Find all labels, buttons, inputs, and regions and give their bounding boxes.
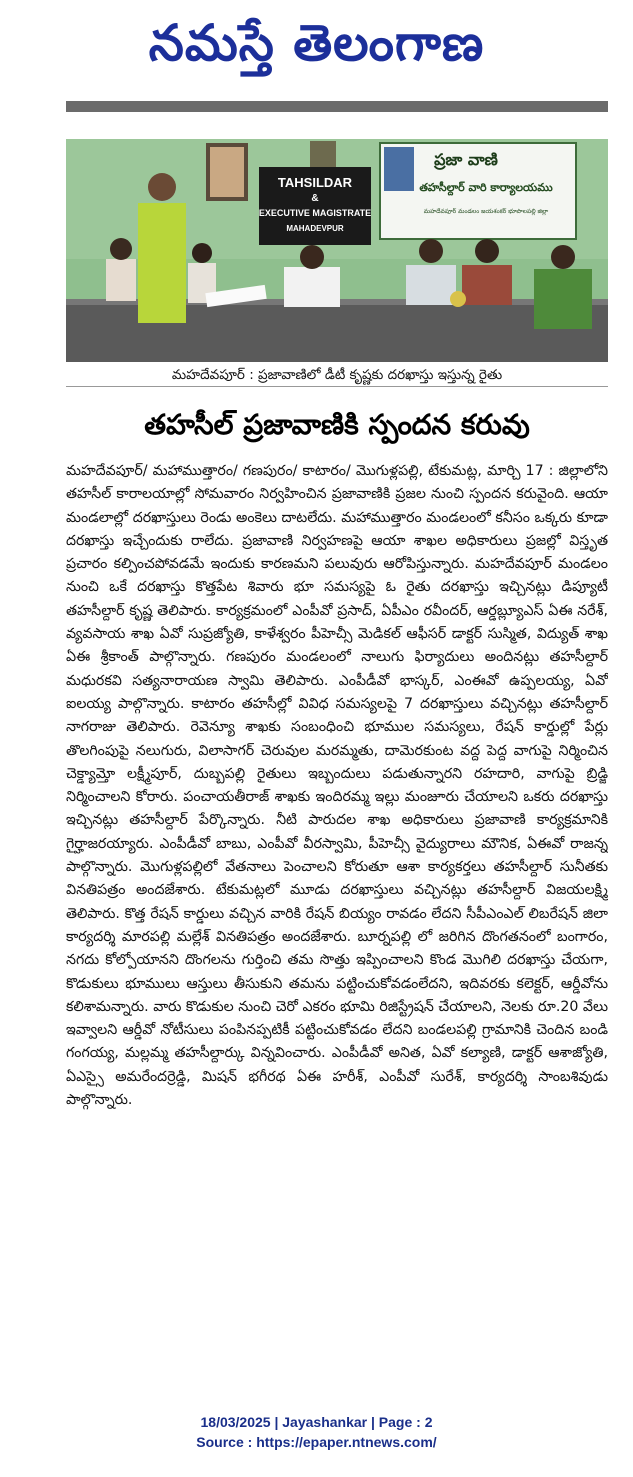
article-body-text: మహదేవపూర్/ మహాముత్తారం/ గణపురం/ కాటారం/ మొగుళ్లపల్లి, టేకుమట్ల, మార్చి 17 : జిల్లాలోని తహసీల్ కారాలయాల్లో సోమవారం నిర్వహించిన ప్రజావాణికి ప్రజల నుంచి స్పందన కరువైంది. ఆయా మండలాల్లో దరఖాస్తులు రెండు అంకెలు దాటలేదు. మహాముత్తారం మండలంలో కనీసం ఒక్కరు కూడా దరఖాస్తు ఇచ్చేందుకు రాలేదు. ప్రజావాణి నిర్వహణపై ఆయా శాఖల అధికారులు ప్రజల్లో విస్తృత ప్రచారం కల్పించపోవడమే ఇందుకు కారణమని పలువురు ఆరోపిస్తున్నారు. మహదేవపూర్ మండలం నుంచి ఒకే దరఖాస్తు కొత్తపేట శివారు భూ సమస్యపై ఓ రైతు దరఖాస్తు ఇచ్చినట్లు డిప్యూటీ తహసీల్దార్ కృష్ణ తెలిపారు. కార్యక్రమంలో ఎంపీవో ప్రసాద్, ఏపీఎం రవీందర్, ఆర్డబ్ల్యూఎస్ ఏఈ నరేశ్, వ్యవసాయ శాఖ ఏవో సుప్రజ్యోతి, కాళేశ్వరం పీహెచ్సీ మెడికల్ ఆఫీసర్ డాక్టర్ సుస్మిత, విద్యుత్ శాఖ ఏఈ శ్రీకాంత్ పాల్గొన్నారు. గణపురం మండలంలో నాలుగు ఫిర్యాదులు అందినట్లు తహసీల్దార్ మధురకవి సత్యనారాయణ స్వామి తెలిపారు. ఎంపీడీవో భాస్కర్, ఎంఈవో ఉప్పలయ్య, ఏవో ఐలయ్య పాల్గొన్నారు. కాటారం తహసీల్లో వివిధ సమస్యలపై 7 దరఖాస్తులు వచ్చినట్లు తహసీల్దార్ నాగరాజు తెలిపారు. రెవెన్యూ శాఖకు సంబంధించి భూముల సమస్యలు, రేషన్ కార్డుల్లో పేర్లు తొలగింపుపై నలుగురు, విలాసాగర్ చెరువుల మరమ్మతు, దామెరకుంట వద్ద పెద్ద వాగుపై నిర్మించిన చెక్డ్యామ్తో లక్ష్మీపూర్, దుబ్బపల్లి రైతులు ఇబ్బందులు పడుతున్నారని రహదారి, వాగుపై బ్రిడ్జి నిర్మించాలని కోరారు. పంచాయతీరాజ్ శాఖకు ఇందిరమ్మ ఇల్లు మంజూరు చేయాలని ఒకరు దరఖాస్తు ఇచ్చినట్లు తహసీల్దార్ పేర్కొన్నారు. నీటి పారుదల శాఖ అధికారులు ప్రజావాణి కార్యక్రమానికి గైర్హాజరయ్యారు. ఎంపీడీవో బాబు, ఎంపీవో వీరస్వామి, పీహెచ్సీ వైద్యురాలు మౌనిక, ఏఈవో రాజన్న పాల్గొన్నారు. మొగుళ్లపల్లిలో వేతనాలు పెంచాలని కోరుతూ ఆశా కార్యకర్తలు తహసీల్దార్ సునీతకు వినతిపత్రం అందజేశారు. టేకుమట్లలో మూడు దరఖాస్తులు వచ్చినట్లు తహసీల్దార్ విజయలక్ష్మి తెలిపారు. కొత్త రేషన్ కార్డులు వచ్చిన వారికి రేషన్ బియ్యం రావడం లేదని సీపీఎంఎల్ లిబరేషన్ జిలా కార్యదర్శి మారపల్లి మల్లేశ్ వినతిపత్రం అందజేశారు. బూర్నపల్లి లో జరిగిన దొంగతనంలో బంగారం, నగదు కోల్పోయానని దొంగలను గుర్తించి తమ సొత్తు ఇప్పించాలని కొండ మొగిలి దరఖాస్తు చేయగా, కొడుకులు భూములు ఆస్తులు తీసుకుని తమను పట్టించుకోవడంలేదని, ఇదివరకు కలెక్టర్, ఆర్డీవోను కలిశామన్నారు. వారు కొడుకుల నుంచి చెరో ఎకరం భూమి రిజిస్ట్రేషన్ చేయాలని, నెలకు రూ.20 వేలు ఇవ్వాలని ఆర్డీవో నోటీసులు పంపినప్పటికీ పట్టించుకోవడం లేదని బండలపల్లి గ్రామానికి చెందిన బండి గంగయ్య, మల్లమ్మ తహసీల్దార్కు విన్నవించారు. ఎంపీడీవో అనిత, ఏవో కల్యాణి, డాక్టర్ ఆశాజ్యోతి, ఏఎస్సై అమరేందర్రెడ్డి, మిషన్ భగీరథ ఏఈ హరీశ్, ఎంపీవో సురేశ్, కార్యదర్శి సాంబశివుడు పాల్గొన్నారు. xyxy=(66,463,608,1109)
banner-subtitle: తహసీల్దార్ వారి కార్యాలయము xyxy=(419,181,553,194)
board-line-3: EXECUTIVE MAGISTRATE xyxy=(258,208,372,218)
masthead-title: నమస్తే తెలంగాణ xyxy=(148,14,485,72)
board-line-4: MAHADEVPUR xyxy=(286,224,344,233)
news-photo xyxy=(66,139,608,362)
banner-title: ప్రజా వాణి xyxy=(434,150,498,169)
board-line-2: & xyxy=(311,193,319,204)
masthead-rule xyxy=(66,101,608,112)
photo-caption: మహదేవపూర్ : ప్రజావాణిలో డీటీ కృష్ణకు దరఖాస్తు ఇస్తున్న రైతు xyxy=(66,364,608,387)
banner-small: మహదేవపూర్ మండలం జయశంకర్ భూపాలపల్లి జిల్లా xyxy=(423,208,549,215)
article-body xyxy=(66,460,608,1392)
article-headline: తహసీల్ ప్రజావాణికి స్పందన కరువు xyxy=(144,408,530,441)
footer-date-edition: 18/03/2025 | Jayashankar | Page : 2 xyxy=(200,1414,433,1430)
footer-source: Source : https://epaper.ntnews.com/ xyxy=(196,1434,437,1450)
page-footer xyxy=(0,1412,633,1452)
board-line-1: TAHSILDAR xyxy=(277,175,353,190)
